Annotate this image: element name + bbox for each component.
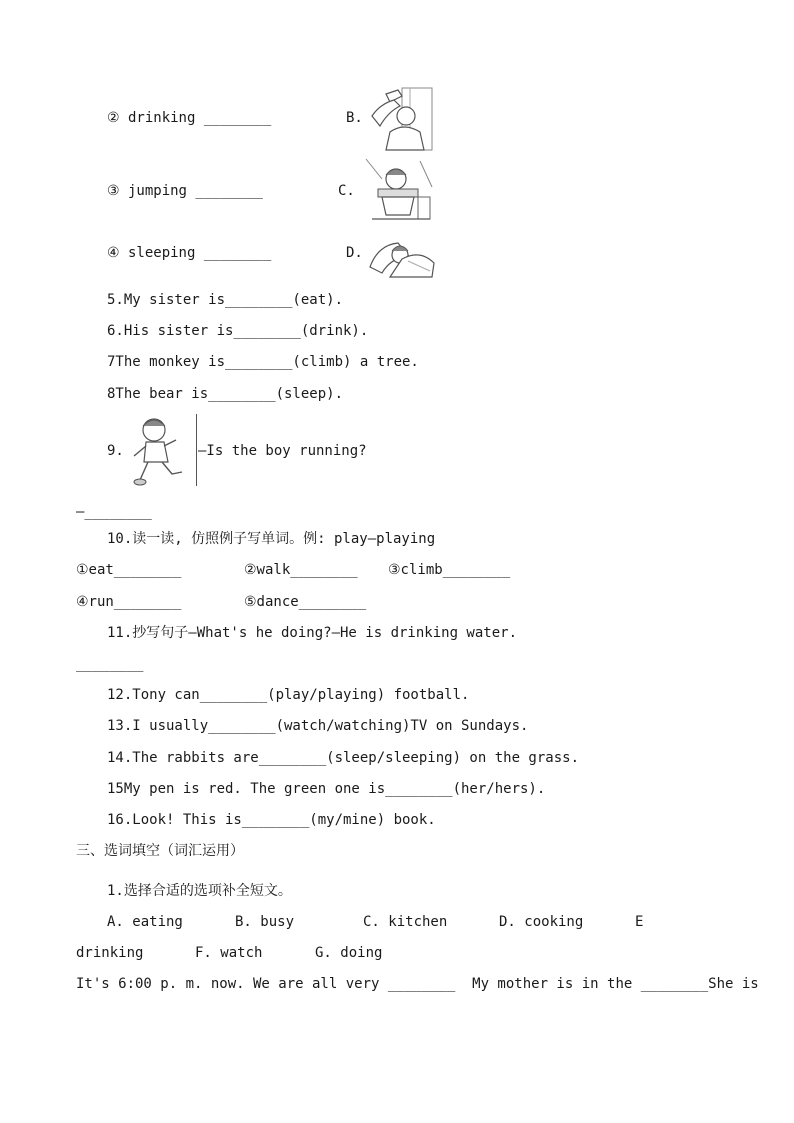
match-row-sleeping: ④ sleeping ________ [107,245,272,261]
question-6: 6.His sister is________(drink). [107,323,369,339]
question-11-answer: ________ [76,656,144,672]
q10-item-eat: ①eat________ [76,562,182,578]
question-10: 10.读一读, 仿照例子写单词。例: play—playing [107,531,436,547]
boy-eating-picture [364,157,434,223]
option-b: B. busy [235,914,295,930]
match-letter-d: D. [346,245,363,261]
match-row-jumping: ③ jumping ________ [107,183,263,199]
question-9-answer: —________ [76,504,152,520]
option-a: A. eating [107,914,183,930]
q9-divider [196,414,197,486]
question-15: 15My pen is red. The green one is________(her/hers). [107,781,546,797]
question-14: 14.The rabbits are________(sleep/sleeping) on the grass. [107,750,580,766]
question-11: 11.抄写句子—What's he doing?—He is drinking water. [107,625,518,641]
match-letter-b: B. [346,110,363,126]
man-drinking-picture [366,86,436,152]
option-e-letter: E [635,914,644,930]
passage-line-1: It's 6:00 p. m. now. We are all very ________ My mother is in the ________She is [76,976,759,992]
question-16: 16.Look! This is________(my/mine) book. [107,812,436,828]
q10-item-walk: ②walk________ [244,562,358,578]
section-3-question-1: 1.选择合适的选项补全短文。 [107,883,292,899]
question-9-number: 9. [107,443,124,459]
question-13: 13.I usually________(watch/watching)TV on Sundays. [107,718,529,734]
match-letter-c: C. [338,183,355,199]
q10-item-dance: ⑤dance________ [244,594,367,610]
q10-item-climb: ③climb________ [388,562,511,578]
question-7: 7The monkey is________(climb) a tree. [107,354,419,370]
q10-item-run: ④run________ [76,594,182,610]
option-d: D. cooking [499,914,584,930]
boy-running-picture [132,414,188,488]
question-12: 12.Tony can________(play/playing) football. [107,687,470,703]
option-f: F. watch [195,945,263,961]
section-3-heading: 三、选词填空（词汇运用） [76,843,244,859]
question-8: 8The bear is________(sleep). [107,386,344,402]
option-e-word: drinking [76,945,144,961]
question-5: 5.My sister is________(eat). [107,292,344,308]
match-row-drinking: ② drinking ________ [107,110,272,126]
option-c: C. kitchen [363,914,448,930]
child-sleeping-picture [368,237,436,279]
option-g: G. doing [315,945,383,961]
question-9-text: —Is the boy running? [198,443,367,459]
